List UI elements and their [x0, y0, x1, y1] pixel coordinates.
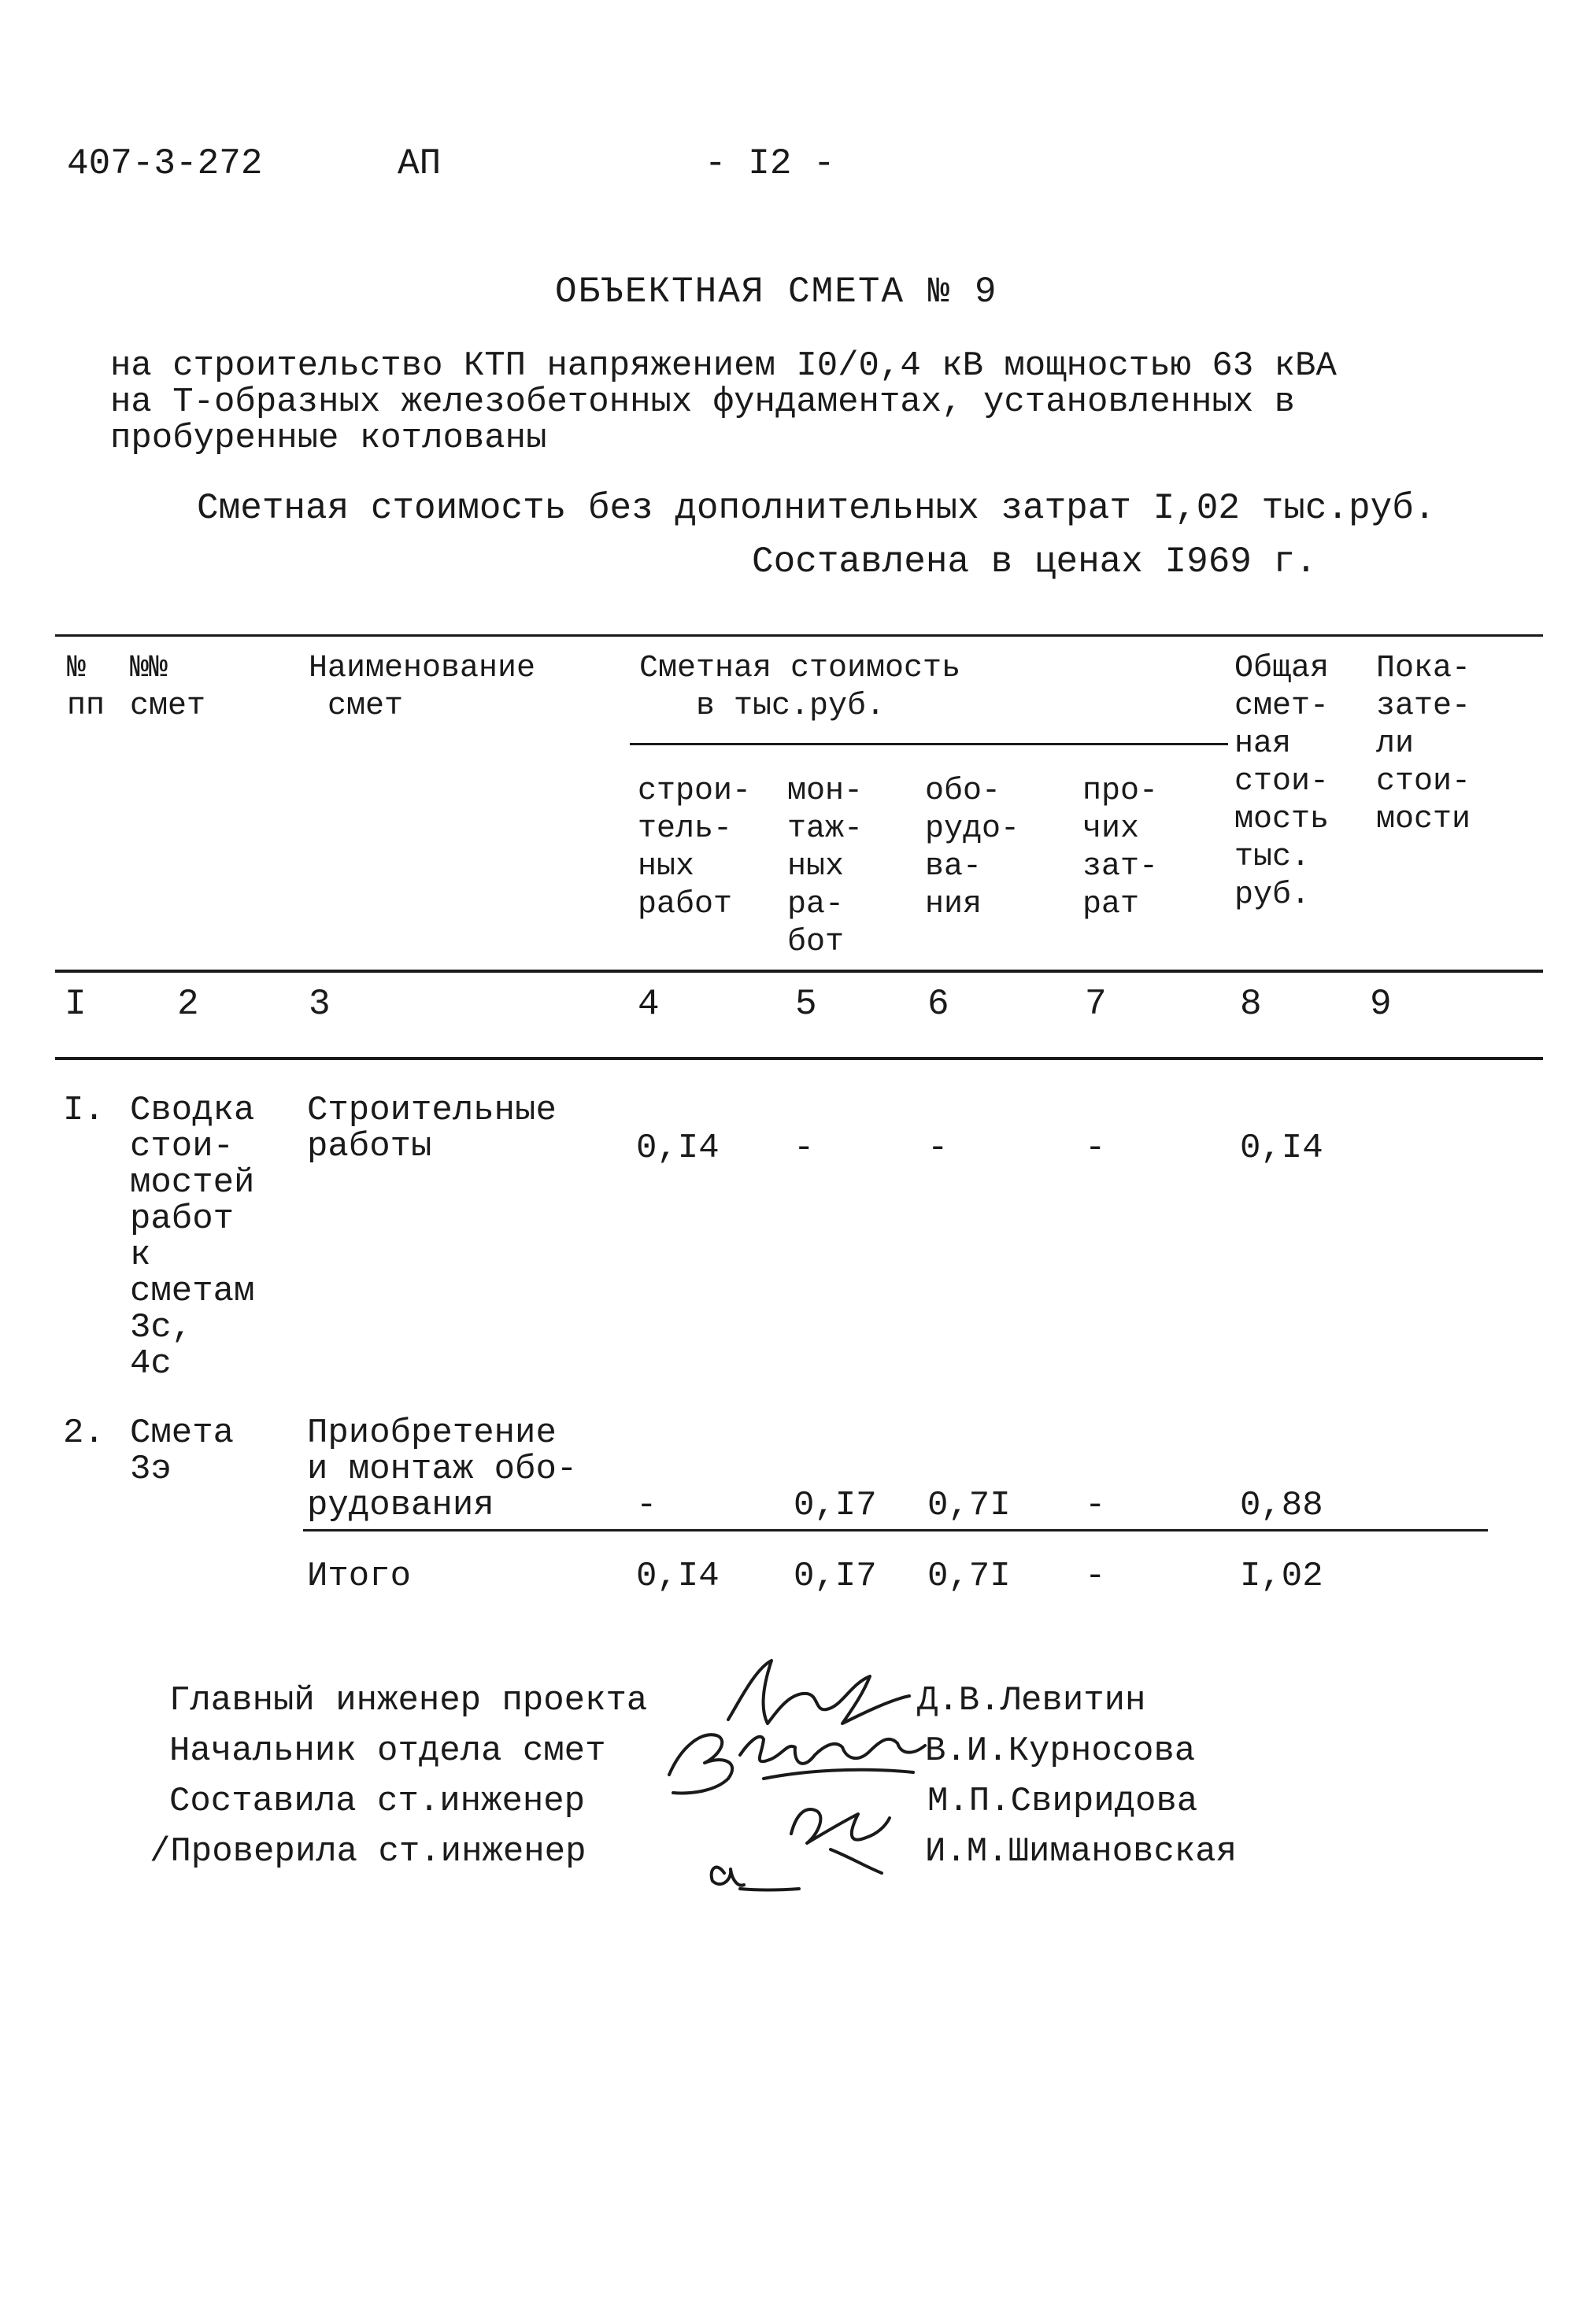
column-number: 3 — [309, 984, 331, 1025]
table-top-rule — [55, 634, 1543, 637]
signature-name: М.П.Свиридова — [927, 1782, 1198, 1821]
header-installation: мон- таж- ных ра- бот — [787, 774, 864, 960]
total-top-rule — [303, 1529, 1488, 1531]
signature-position: Начальник отдела смет — [169, 1731, 606, 1771]
header-estimate-number: №№ смет — [130, 651, 206, 724]
document-code: 407-3-272 — [67, 143, 263, 184]
column-number: 2 — [177, 984, 199, 1025]
header-indicators: Пока- зате- ли стои- мости — [1376, 651, 1471, 837]
column-number: 9 — [1370, 984, 1392, 1025]
row-equipment: - — [927, 1129, 949, 1168]
estimated-cost-line: Сметная стоимость без дополнительных затрат I,02 тыс.руб. — [197, 488, 1436, 529]
signature-name: И.М.Шимановская — [925, 1832, 1238, 1871]
row-equipment: 0,7I — [927, 1486, 1011, 1525]
price-basis-line: Составлена в ценах I969 г. — [752, 541, 1317, 582]
column-number: I — [65, 984, 87, 1025]
subtitle-line-1: на строительство КТП напряжением I0/0,4 кВ мощностью 63 кВА — [110, 346, 1337, 386]
total-construction: 0,I4 — [636, 1557, 720, 1596]
column-number: 6 — [927, 984, 949, 1025]
signature-position: Главный инженер проекта — [169, 1681, 648, 1720]
header-construction: строи- тель- ных работ — [638, 774, 752, 922]
subtitle-line-2: на Т-образных железобетонных фундаментах, установленных в — [110, 382, 1296, 422]
total-other: - — [1085, 1557, 1106, 1596]
row-name: Строительные работы — [307, 1091, 557, 1166]
total-label: Итого — [307, 1557, 412, 1596]
header-bottom-rule — [55, 970, 1543, 973]
row-total: 0,I4 — [1240, 1129, 1323, 1168]
row-installation: 0,I7 — [794, 1486, 877, 1525]
total-installation: 0,I7 — [794, 1557, 877, 1596]
signature-name: В.И.Курносова — [925, 1731, 1196, 1771]
column-number: 4 — [638, 984, 660, 1025]
header-estimate-name: Наименование смет — [309, 651, 536, 724]
group-header-rule — [630, 743, 1228, 745]
row-estimate: Смета 3э — [130, 1413, 235, 1489]
column-number: 7 — [1085, 984, 1107, 1025]
column-numbers-rule — [55, 1057, 1543, 1060]
section-code: АП — [398, 143, 442, 184]
header-equipment: обо- рудо- ва- ния — [925, 774, 1020, 922]
row-other: - — [1085, 1486, 1106, 1525]
row-name: Приобретение и монтаж обо- рудования — [307, 1413, 578, 1525]
row-other: - — [1085, 1129, 1106, 1168]
row-construction: - — [636, 1486, 657, 1525]
subtitle-line-3: пробуренные котлованы — [110, 419, 547, 458]
row-construction: 0,I4 — [636, 1129, 720, 1168]
row-number: 2. — [63, 1413, 105, 1453]
page-number: - I2 - — [705, 143, 835, 184]
total-equipment: 0,7I — [927, 1557, 1011, 1596]
total-sum: I,02 — [1240, 1557, 1323, 1596]
header-other: про- чих зат- рат — [1082, 774, 1159, 922]
signature-position: /Проверила ст.инженер — [150, 1832, 586, 1871]
handwritten-signatures — [653, 1637, 984, 1905]
row-number: I. — [63, 1091, 105, 1130]
header-row-number: № пп — [67, 651, 105, 724]
header-cost-group: Сметная стоимость в тыс.руб. — [639, 651, 961, 724]
header-total-cost: Общая смет- ная стои- мость тыс. руб. — [1234, 651, 1330, 913]
row-total: 0,88 — [1240, 1486, 1323, 1525]
document-title: ОБЪЕКТНАЯ СМЕТА № 9 — [555, 272, 998, 312]
signature-position: Составила ст.инженер — [169, 1782, 586, 1821]
column-number: 5 — [795, 984, 817, 1025]
row-installation: - — [794, 1129, 815, 1168]
signature-name: Д.В.Левитин — [917, 1681, 1146, 1720]
column-number: 8 — [1240, 984, 1262, 1025]
row-estimate: Сводка стои- мостей работ к сметам 3с, 4с — [130, 1091, 255, 1384]
